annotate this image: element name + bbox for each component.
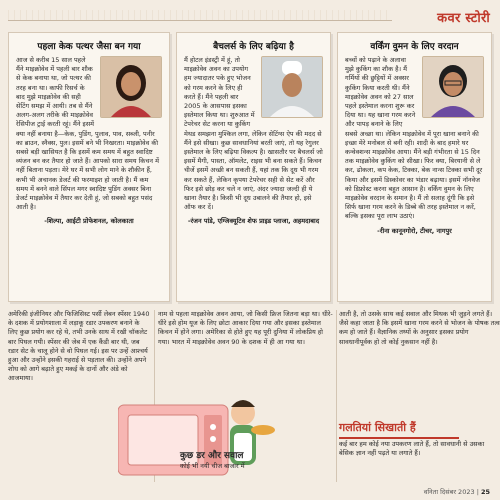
testimonial-text: आज से करीब 15 साल पहले मैंने माइक्रोवेव में पहली बार शौक से केक बनाया था, जो पत्थर की तरह बना था। काफी रिसर्च के बाद मुझे माइक्रोवेव की सही सेटिंग समझ में आयी। तब से मैंने अलग-अलग तरीके की माइक्रोवेव रेसिपीज ट्राई करती रहूं। मैंने इसमें क्या नहीं बनाया है—केक, पुडिंग, पुलाव, पाव, सब्जी, पनीर का ब्राउन, स्नैक्स, पुल। इसमें बने भी निखरता। माइक्रोवेव की सबसे बड़ी खासियत है कि इसमें कम समय में बहुत स्वादिष्ट व्यंजन बन कर तैयार हो जाते हैं। आपको सारा समय किचन में नहीं बिताना पड़ता। मेरे घर में सभी लोग माने के शौकीन हैं, कभी भी अचानक डेजर्ट की फरमाइश हो जाती है। मैं कम समय में बनने वाले सिंपल मगर स्वादिष्ट पुडिंग अक्सर बिना डेजर्ट माइक्रोवेव में तैयार कर देती हूं, जो सबको बहुत पसंद आती है। xyxy=(16,56,159,212)
testimonial-signature: -शिल्पा, आईटी प्रोफेशनल, कोलकाता xyxy=(44,217,134,226)
testimonial-text: बच्चों को पढ़ाने के अलावा मुझे कुकिंग का शौक है। मैं गर्मियों की छुट्टियों में अक्सर कुकिंग किया करती थी। मैंने माइक्रोवेव अवन को 27 साल पहले इस्तेमाल करना शुरू कर दिया था। यह खाना गरम करने और पापड़ बनाने के लिए सबसे अच्छा था। लेकिन माइक्रोवेव में पूरा खाना बनाने की इच्छा मेरे मनोबल से बनी रही। शादी के बाद हमारे घर कन्वेक्शन्स माइक्रोवेव आया। मैंने बड़ी गंभीरता से 15 दिन तक माइक्रोवेव कुकिंग को सीखा। फिर क्या, बिरयानी से ले कर, ढोकला, कप केक, टिक्का, बेक नान्स टिक्का सभी दूर किया और इसमें डिस्कोवर का भंडार बढ़ाया। इसमें नॉनवेज को डिफ्रोस्ट करना बहुत आसान है। वर्किंग वुमन के लिए माइक्रोवेव वरदान के समान है। मैं तो सलाह दूंगी कि इसे सिर्फ खाना गरम करने के डिब्बे की तरह इस्तेमाल न करें, बल्कि इसका पूरा लाभ उठाएं। xyxy=(345,56,483,221)
magazine-name: वनिता दिसंबर 2023 xyxy=(423,488,475,496)
testimonial-box-1 xyxy=(8,32,170,302)
page-footer: वनिता दिसंबर 2023 | 25 xyxy=(423,488,490,496)
portrait-photo-chef xyxy=(261,56,323,118)
portrait-photo-teacher xyxy=(422,56,484,118)
portrait-illustration xyxy=(101,57,161,117)
testimonial-title: बैचलर्स के लिए बढ़िया है xyxy=(213,42,294,52)
testimonial-signature: -रंजन पांडे, एग्जिक्यूटिव शेफ प्राइड प्लाजा, अहमदाबाद xyxy=(187,217,320,226)
portrait-photo-woman xyxy=(100,56,162,118)
section-heading: गलतियां सिखाती हैं xyxy=(339,420,459,439)
article-text-col3: आती है, तो उसके साथ कई सवाल और मिथक भी जुड़ने लगते हैं। जैसे कहा जाता है कि इसमें खाना गरम करने से भोजन के पोषक तत्व कम हो जाते हैं। वैज्ञानिक तथ्यों के अनुसार इसका प्रयोग सावधानीपूर्वक हो तो कोई नुकसान नहीं है। xyxy=(339,310,500,346)
testimonial-box-2 xyxy=(176,32,331,302)
section-text: कई बार हम कोई नया उपकरण लाते हैं, तो सावधानी से उसका बेसिक ज्ञान नहीं पढ़ते या लगाते हैं। xyxy=(339,440,485,458)
article-text-col1: अमेरिकी इंजीनियर और फिजिसिस्ट पर्सी लेबन स्पेंसर 1940 के दशक में प्रयोगशाला में लड़ाकू रडार उपकरण बनाने के लिए कुछ प्रयोग कर रहे थे, तभी उनके साथ में रखी चॉकलेट बार पिघल गयी। स्पेंसर की जेब में एक कैंडी बार थी, जब रडार सेट के चालू होने से वो पिघल गई। इस पर उन्हें आश्चर्य हुआ और उन्होंने इसकी गहराई से पड़ताल की। उन्होंने अपने शोध को आगे बढ़ाते हुए मकई के दानों और अंडे को आजमाया। xyxy=(8,310,150,383)
testimonial-signature: -रीना कानूनगोरो, टीचर, नागपुर xyxy=(377,226,452,235)
header-rule xyxy=(8,20,392,21)
subsection-text: कोई भी नयी चीज बाजार में xyxy=(180,462,245,470)
column-divider xyxy=(336,310,337,482)
testimonial-title: वर्किंग वुमन के लिए वरदान xyxy=(370,42,459,52)
testimonial-box-3 xyxy=(337,32,492,302)
article-text-col2: नाम से पहला माइक्रोवेव अवन आया, जो किसी फ्रिज जितना बड़ा था। धीरे-धीरे इसे होम यूज के लिए छोटा आकार दिया गया और इसका इस्तेमाल किचन में होने लगा। अमेरिका से होते हुए यह पूरी दुनिया में लोकप्रिय हो गया। भारत में माइक्रोवेव अवन 90 के दशक में ही आ गया था। xyxy=(158,310,333,346)
article-bottom xyxy=(8,310,500,482)
testimonial-text: मैं होटल इंडस्ट्री में हूं, तो माइक्रोवेव अवन का उपयोग हम ज्यादातर पके हुए भोजन को गरम करने के लिए ही करते हैं। मैंने पहली बार 2005 के आसपास इसका इस्तेमाल किया था। शुरुआत में टेपरेचर सेट करना या कुकिंग मेथड समझना मुश्किल लगा, लेकिन सेटिंग्स ऐप की मदद से मैंने इसे सीखा। कुछ सावधानियां बरती जाएं, तो यह रेगुलर इस्तेमाल के लिए बढ़िया विकल्प है। खासतौर पर बैचलर्स जो इसमें मैगी, पास्ता, ऑमलेट, राइस भी बना सकते हैं। किचन चीजें इसमें अच्छी बन सकती हैं, यहां तक कि दूध भी गरम कर सकते हैं, लेकिन कृपया टेपरेचर सही से सेट करें और फिर इसे छोड़ कर चले न जाएं, अंदर ज्यादा जल्दी ही ये खाना तैयार है। किसी भी दूध उबालने की तैयार हो, इसे ऑफ कर दें। xyxy=(184,56,323,212)
testimonial-title: पहला केक पत्थर जैसा बन गया xyxy=(37,42,141,52)
section-label: कवर स्टोरी xyxy=(437,11,490,26)
page-number: 25 xyxy=(480,488,490,496)
teacher-illustration xyxy=(423,57,483,117)
header-decoration xyxy=(8,10,388,20)
chef-illustration xyxy=(262,57,322,117)
subsection-heading: कुछ डर और सवाल xyxy=(180,451,244,461)
